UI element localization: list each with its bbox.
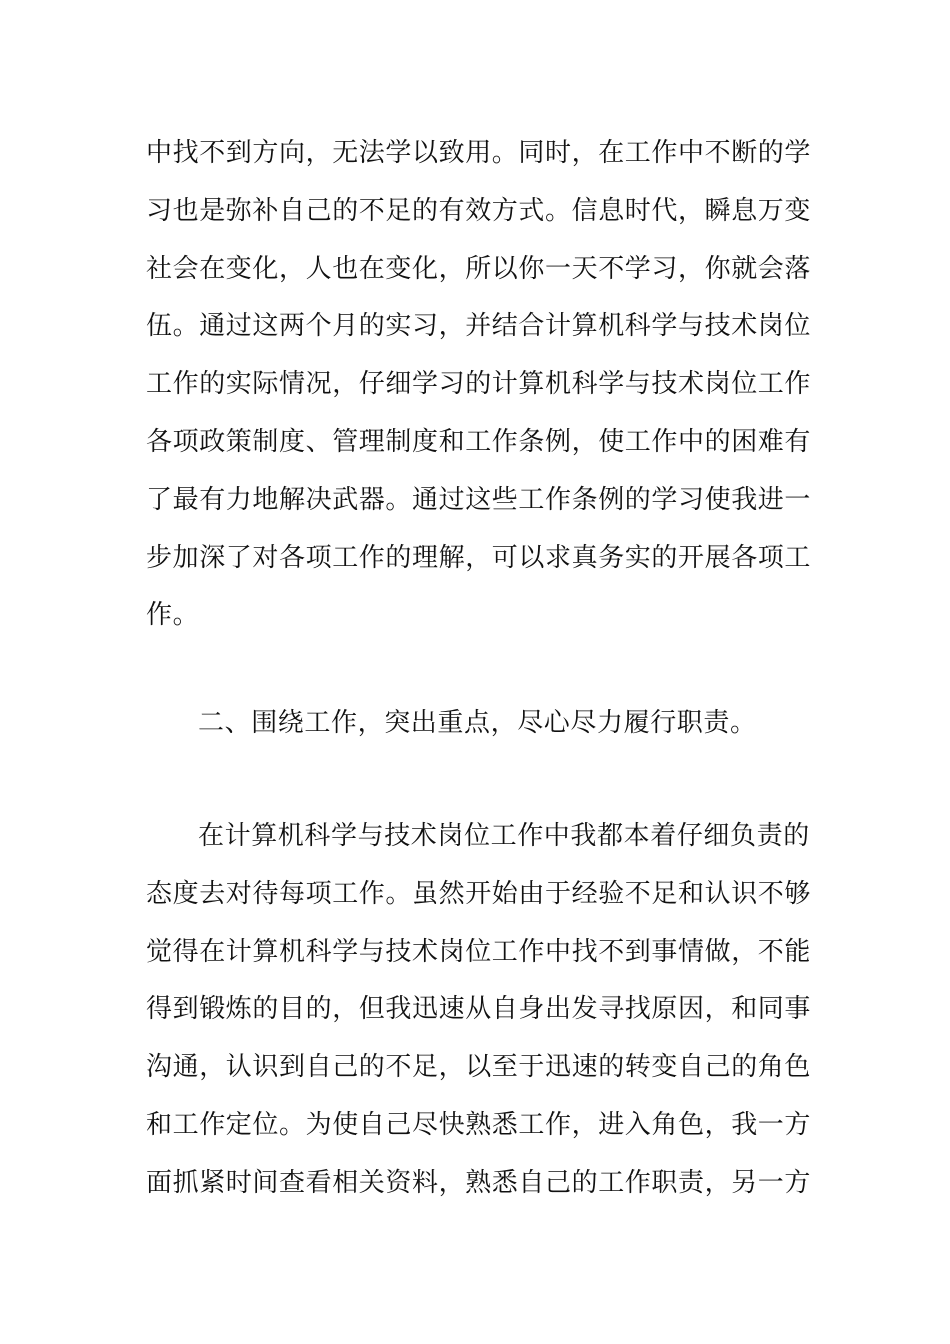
section-heading — [146, 695, 816, 753]
paragraph-line: 沟通，认识到自己的不足，以至于迅速的转变自己的角色 — [146, 1052, 812, 1083]
section-heading-text: 二、围绕工作，突出重点，尽心尽力履行职责。 — [198, 708, 757, 738]
paragraph-line: 工作的实际情况，仔细学习的计算机科学与技术岗位工作 — [146, 369, 812, 400]
paragraph-line: 和工作定位。为使自己尽快熟悉工作，进入角色，我一方 — [146, 1109, 812, 1140]
paragraph-line: 步加深了对各项工作的理解，可以求真务实的开展各项工 — [146, 542, 812, 573]
paragraph-continued — [146, 125, 816, 645]
paragraph-line: 伍。通过这两个月的实习，并结合计算机科学与技术岗位 — [146, 311, 812, 342]
paragraph-line: 各项政策制度、管理制度和工作条例，使工作中的困难有 — [146, 426, 812, 457]
paragraph-line: 了最有力地解决武器。通过这些工作条例的学习使我进一 — [146, 484, 812, 515]
paragraph-line: 面抓紧时间查看相关资料，熟悉自己的工作职责，另一方 — [146, 1167, 812, 1198]
paragraph-line: 态度去对待每项工作。虽然开始由于经验不足和认识不够 — [146, 878, 812, 909]
paragraph-line: 中找不到方向，无法学以致用。同时，在工作中不断的学 — [146, 138, 812, 168]
paragraph-line: 觉得在计算机科学与技术岗位工作中找不到事情做，不能 — [146, 936, 812, 967]
paragraph-line: 得到锻炼的目的，但我迅速从自身出发寻找原因，和同事 — [146, 994, 812, 1025]
paragraph-line: 作。 — [146, 600, 200, 631]
paragraph-line: 社会在变化，人也在变化，所以你一天不学习，你就会落 — [146, 253, 812, 284]
paragraph-line: 习也是弥补自己的不足的有效方式。信息时代，瞬息万变 — [146, 195, 812, 226]
paragraph-line: 在计算机科学与技术岗位工作中我都本着仔细负责的 — [198, 821, 810, 851]
paragraph — [146, 808, 816, 1213]
